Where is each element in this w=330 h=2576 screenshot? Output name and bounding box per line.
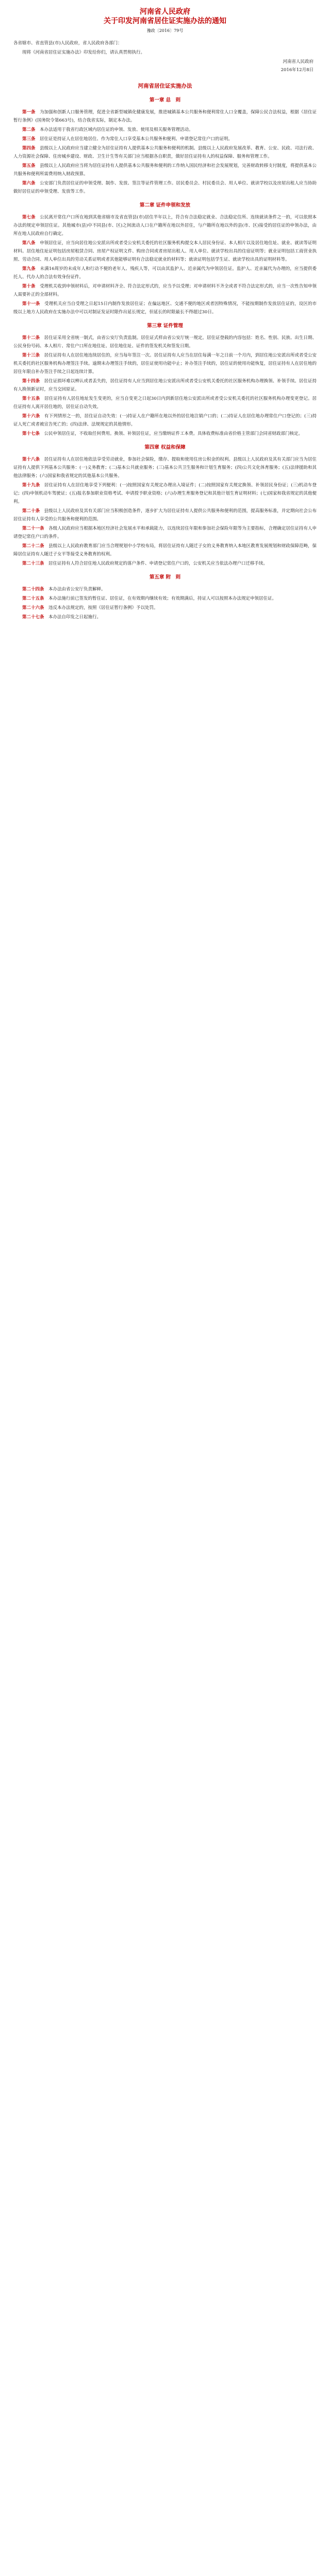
- article-number: 第一条: [22, 110, 36, 115]
- article-number: 第二条: [22, 127, 36, 132]
- article-paragraph: [13, 282, 317, 299]
- article-paragraph: [13, 455, 317, 480]
- article-text: 违反本办法规定的，按照《居住证暂行条例》予以处罚。: [44, 605, 158, 611]
- article-paragraph: [13, 334, 317, 350]
- article-paragraph: [13, 144, 317, 161]
- document-number: 豫政〔2016〕79号: [146, 28, 184, 33]
- chapter-title: 第五章 附 则: [149, 574, 181, 580]
- document-page: [0, 0, 330, 633]
- article-number: 第十四条: [22, 379, 40, 384]
- article-paragraph: [13, 179, 317, 196]
- article-paragraph: [13, 560, 317, 568]
- article-number: 第十七条: [22, 431, 40, 436]
- article-paragraph: [13, 507, 317, 523]
- article-text: 公民申领居住证，不收取任何费用。换领、补领居住证，应当缴纳证件工本费。具体收费标准由省价格主管部门会同省财政部门核定。: [40, 431, 303, 436]
- article-text: 县级以上人民政府教育部门应当合理规划中小学校布局，将居住证持有人随迁子女的义务教育纳入本地区教育发展规划和财政保障范畴，保障居住证持有人随迁子女平等接受义务教育的权利。: [13, 544, 317, 557]
- article-paragraph: [13, 213, 317, 238]
- article-text: 有下列情形之一的，居住证自动失效：(一)持证人在户籍所在地以外的居住地注销户口的；(二)持证人在居住地办理常住户口登记的；(三)持证人死亡或者被宣告死亡的；(四)法律、法规规定的其他情形。: [13, 414, 317, 427]
- article-number: 第二十一条: [22, 526, 44, 531]
- article-text: 本办法施行前已签发的暂住证、居住证，在有效期内继续有效；有效期满后，持证人可以按照本办法规定申领居住证。: [44, 596, 277, 601]
- article-paragraph: [13, 126, 317, 134]
- article-number: 第四条: [22, 146, 36, 151]
- article-number: 第十一条: [22, 301, 40, 307]
- article-text: 本办法自印发之日起施行。: [44, 615, 102, 620]
- article-text: 居住证采用全省统一制式，由省公安厅负责监制。居住证式样由省公安厅统一规定。居住证登载的内容包括：姓名、性别、民族、出生日期、公民身份号码、本人相片、常住户口所在地住址、居住地住址、证件的签发机关和签发日期。: [13, 335, 317, 349]
- article-text: 申领居住证，应当向居住地公安派出所或者受公安机关委托的社区服务机构提交本人居民身份证、本人相片以及居住地住址、就业、就读等证明材料。居住地住址证明包括房屋租赁合同、房屋产权证明文件、购房合同或者房屋出租人、用人单位、就读学校出具的住宿证明等；就业证明包括工商营业执照、劳动合同、用人单位出具的劳动关系证明或者其他能够证明有合法稳定就业的材料等；就读证明包括学生证、就读学校出具的证明材料等。: [13, 241, 317, 262]
- article-number: 第二十条: [22, 509, 40, 514]
- article-number: 第十二条: [22, 335, 40, 341]
- article-number: 第五条: [22, 163, 36, 168]
- article-text: 本办法由省公安厅负责解释。: [44, 587, 106, 592]
- chapters-container: [13, 96, 317, 621]
- chapter-title: 第一章 总 则: [149, 97, 181, 103]
- article-text: 居住证持有人在居住地连续居住的，应当每年签注一次。居住证持有人应当在居住每满一年之日前一个月内，到居住地公安派出所或者受公安机关委托的社区服务机构办理签注手续。逾期未办理签注手续的，居住证使用功能中止；补办签注手续的，居住证的使用功能恢复，居住证持有人在居住地的居住年限自补办签注手续之日起连续计算。: [13, 353, 317, 375]
- article-text: 县级以上人民政府及其有关部门应当积极创造条件，逐步扩大为居住证持有人提供公共服务和便利的范围，提高服务标准，并定期向社会公布居住证持有人享受的公共服务和便利的范围。: [13, 509, 317, 522]
- article-number: 第二十六条: [22, 605, 44, 611]
- article-paragraph: [13, 162, 317, 178]
- article-paragraph: [13, 604, 317, 612]
- article-text: 县级以上人民政府应当将为居住证持有人提供基本公共服务和便利的工作纳入国民经济和社会发展规划，完善财政转移支付制度，将提供基本公共服务和便利所需费用纳入财政预算。: [13, 163, 317, 177]
- article-number: 第十九条: [22, 483, 40, 488]
- article-paragraph: [13, 595, 317, 603]
- article-text: 居住证损坏难以辨认或者丢失的，居住证持有人应当到居住地公安派出所或者受公安机关委托的社区服务机构办理换领、补领手续。居住证持有人换领新证时，应当交回原证。: [13, 379, 317, 392]
- notice-body: 现将《河南省居住证实施办法》印发给你们，请认真贯彻执行。: [22, 50, 145, 55]
- article-number: 第二十三条: [22, 561, 44, 566]
- article-paragraph: [13, 265, 317, 281]
- article-paragraph: [13, 542, 317, 558]
- article-text: 本办法适用于我省行政区域内居住证的申领、发放、使用及相关服务管理活动。: [35, 127, 193, 132]
- article-text: 公安部门负责居住证的申领受理、制作、发放、签注等证件管理工作。居民委员会、村民委员会、用人单位、就读学校以及房屋出租人应当协助做好居住证的申领受理、发放等工作。: [13, 181, 317, 194]
- article-paragraph: [13, 108, 317, 125]
- article-paragraph: [13, 351, 317, 376]
- article-text: 受理机关收到申领材料后，对申请材料齐全、符合法定形式的，应当予以受理；对申请材料不齐全或者不符合法定形式的，应当一次性告知申领人需要补正的全部材料。: [13, 284, 317, 297]
- article-text: 居住证持有人符合居住地人民政府规定的落户条件、申请登记常住户口的，公安机关应当依法办理户口迁移手续。: [44, 561, 268, 566]
- article-paragraph: [13, 524, 317, 541]
- article-text: 为加强和创新人口服务管理，促进全省新型城镇化健康发展，推进城镇基本公共服务和便利常住人口全覆盖，保障公民合法权益，根据《居住证暂行条例》(国务院令第663号)，结合我省实际，制定本办法。: [13, 110, 317, 123]
- article-paragraph: [13, 239, 317, 264]
- signature-org: 河南省人民政府: [283, 59, 314, 64]
- issuer-title: 河南省人民政府: [140, 8, 190, 16]
- article-text: 受理机关应当自受理之日起15日内制作发放居住证；在偏远地区、交通不便的地区或者因特殊情况，不能按期制作发放居住证的，设区的市级以上地方人民政府在实施办法中可以对制证发证时限作出延长规定，但延长的时限最长不得超过30日。: [13, 301, 317, 315]
- article-number: 第十六条: [22, 414, 40, 419]
- article-paragraph: [13, 613, 317, 621]
- article-number: 第十八条: [22, 457, 40, 462]
- measures-title: 河南省居住证实施办法: [138, 83, 192, 89]
- article-number: 第十五条: [22, 396, 40, 401]
- article-number: 第二十四条: [22, 587, 44, 592]
- article-number: 第九条: [22, 266, 36, 272]
- chapter-title: 第三章 证件管理: [147, 323, 183, 329]
- article-text: 居住证是持证人在居住地居住、作为常住人口享受基本公共服务和便利、申请登记常住户口的证明。: [35, 137, 233, 142]
- recipients-line: 各省辖市、省直管县(市)人民政府，省人民政府各部门：: [13, 41, 122, 46]
- notice-title: 关于印发河南省居住证实施办法的通知: [104, 17, 226, 25]
- article-paragraph: [13, 395, 317, 411]
- article-number: 第二十七条: [22, 615, 44, 620]
- article-number: 第二十五条: [22, 596, 44, 601]
- article-text: 居住证持有人在居住地享受下列便利：(一)按照国家有关规定办理出入境证件；(二)按照国家有关规定换领、补领居民身份证；(三)机动车登记；(四)申领机动车驾驶证；(五)报名参加职业资格考试、申请授予职业资格；(六)办理生育服务登记和其他计划生育证明材料；(七)国家和我省规定的其他便利。: [13, 483, 317, 504]
- article-text: 居住证持有人居住地址发生变更的，应当自变更之日起30日内到新居住地公安派出所或者受公安机关委托的社区服务机构办理变更登记。居住证持有人离开居住地的，居住证自动失效。: [13, 396, 317, 410]
- article-number: 第十条: [22, 284, 36, 289]
- article-text: 各级人民政府应当根据本地区经济社会发展水平和承载能力，以连续居住年限和参加社会保险年限等为主要指标，合理确定居住证持有人申请登记常住户口的条件。: [13, 526, 317, 539]
- article-number: 第七条: [22, 215, 36, 220]
- article-number: 第十三条: [22, 353, 40, 358]
- article-number: 第八条: [22, 241, 36, 246]
- article-text: 县级以上人民政府应当建立健全为居住证持有人提供基本公共服务和便利的机制。县级以上人民政府发展改革、教育、公安、民政、司法行政、人力资源社会保障、住房城乡建设、财政、卫生计生等有关部门应当根据各自职责，做好居住证持有人的权益保障、服务和管理工作。: [13, 146, 317, 159]
- article-number: 第二十二条: [22, 544, 44, 549]
- article-text: 未满16周岁的未成年人和行动不便的老年人、残疾人等，可以由其监护人、近亲属代为申领居住证。监护人、近亲属代为办理的，应当提供委托人、代办人的合法有效身份证件。: [13, 266, 317, 280]
- chapter-title: 第四章 权益和保障: [144, 445, 186, 450]
- article-paragraph: [13, 585, 317, 594]
- article-number: 第六条: [22, 181, 36, 186]
- article-text: 公民离开常住户口所在地到其他省辖市及省直管县(市)居住半年以上，符合有合法稳定就业、合法稳定住所、连续就读条件之一的，可以依照本办法的规定申领居住证。其他城市(县)中不同县(市、区)之间流动人口在户籍所在地以外居住，与户籍所在地以外的县(市、区)接受的居住证的申领办法，由所在地人民政府自行确定。: [13, 215, 317, 236]
- article-paragraph: [13, 300, 317, 316]
- article-number: 第三条: [22, 137, 36, 142]
- article-paragraph: [13, 481, 317, 506]
- article-paragraph: [13, 430, 317, 438]
- article-paragraph: [13, 135, 317, 143]
- article-paragraph: [13, 412, 317, 429]
- signature-date: 2016年12月8日: [280, 67, 314, 73]
- article-paragraph: [13, 377, 317, 394]
- chapter-title: 第二章 证件申领和发放: [139, 202, 191, 208]
- article-text: 居住证持有人在居住地依法享受劳动就业，参加社会保险，缴存、提取和使用住房公积金的权利。县级以上人民政府及其有关部门应当为居住证持有人提供下列基本公共服务：(一)义务教育；(二)基本公共就业服务；(三)基本公共卫生服务和计划生育服务；(四)公共文化体育服务；(五)法律援助和其他法律服务；(六)国家和我省规定的其他基本公共服务。: [13, 457, 317, 479]
